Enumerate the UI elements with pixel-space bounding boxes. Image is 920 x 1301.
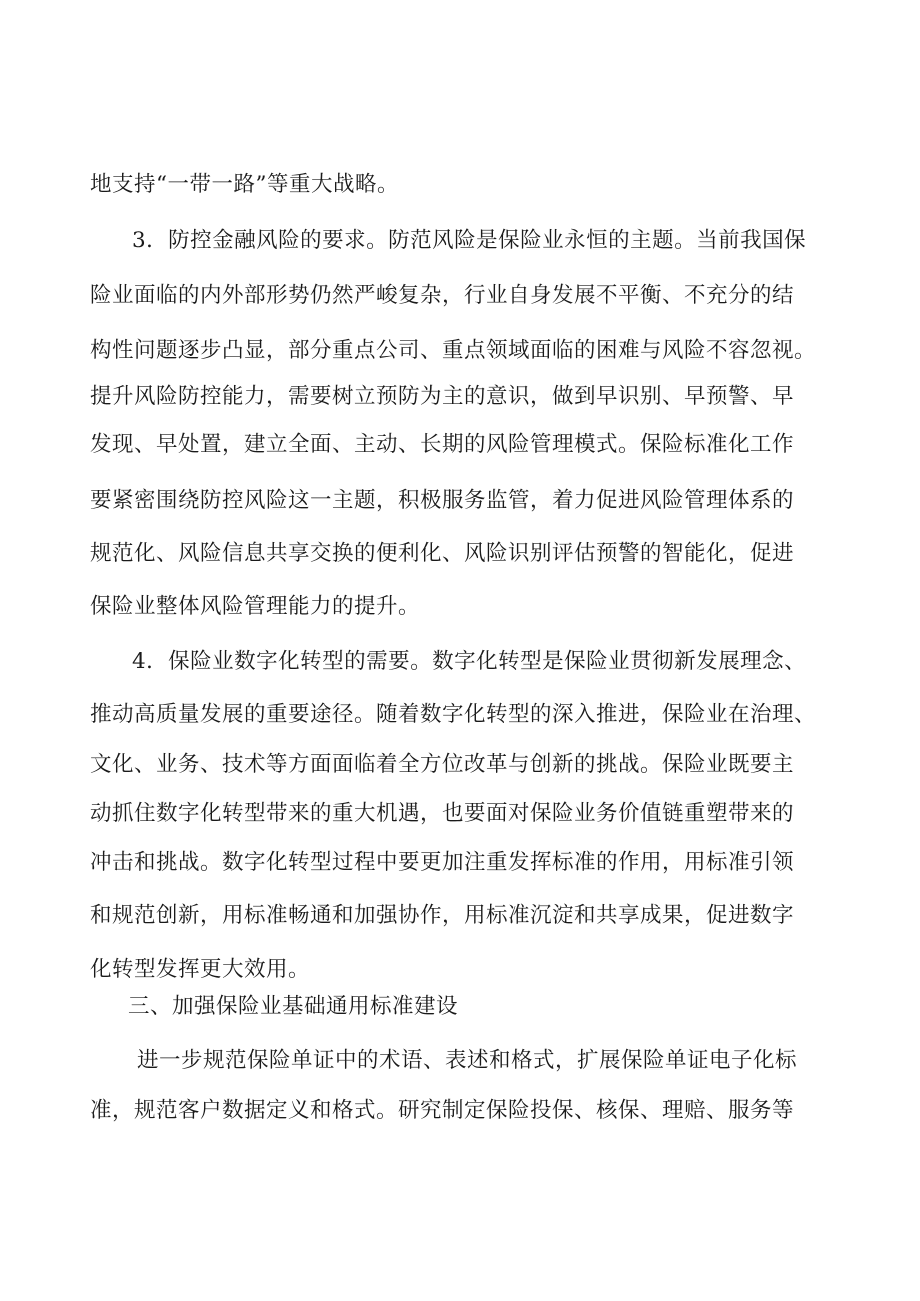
text-line: 化转型发挥更大效用。 [90,957,311,982]
text-line: 3．防控金融风险的要求。防范风险是保险业永恒的主题。当前我国保 [132,228,807,253]
text-line: 动抓住数字化转型带来的重大机遇，也要面对保险业务价值链重塑带来的 [90,801,795,826]
text-line: 提升风险防控能力，需要树立预防为主的意识，做到早识别、早预警、早 [90,384,795,409]
text-line: 进一步规范保险单证中的术语、表述和格式，扩展保险单证电子化标 [137,1048,798,1073]
text-line: 构性问题逐步凸显，部分重点公司、重点领域面临的困难与风险不容忽视。 [90,338,817,363]
text-line: 准，规范客户数据定义和格式。研究制定保险投保、核保、理赔、服务等 [90,1098,795,1123]
text-line: 发现、早处置，建立全面、主动、长期的风险管理模式。保险标准化工作 [90,432,795,457]
text-line: 要紧密围绕防控风险这一主题，积极服务监管，着力促进风险管理体系的 [90,488,795,513]
text-line: 4．保险业数字化转型的需要。数字化转型是保险业贯彻新发展理念、 [132,649,807,674]
text-line: 推动高质量发展的重要途径。随着数字化转型的深入推进，保险业在治理、 [90,702,817,727]
text-line: 和规范创新，用标准畅通和加强协作，用标准沉淀和共享成果，促进数字 [90,903,795,928]
text-line: 险业面临的内外部形势仍然严峻复杂，行业自身发展不平衡、不充分的结 [90,283,795,308]
text-line: 文化、业务、技术等方面面临着全方位改革与创新的挑战。保险业既要主 [90,752,795,777]
section-heading: 三、加强保险业基础通用标准建设 [128,994,459,1019]
text-line: 地支持“一带一路”等重大战略。 [90,172,399,197]
text-line: 冲击和挑战。数字化转型过程中要更加注重发挥标准的作用，用标准引领 [90,850,795,875]
text-line: 规范化、风险信息共享交换的便利化、风险识别评估预警的智能化，促进 [90,541,795,566]
text-line: 保险业整体风险管理能力的提升。 [90,594,421,619]
